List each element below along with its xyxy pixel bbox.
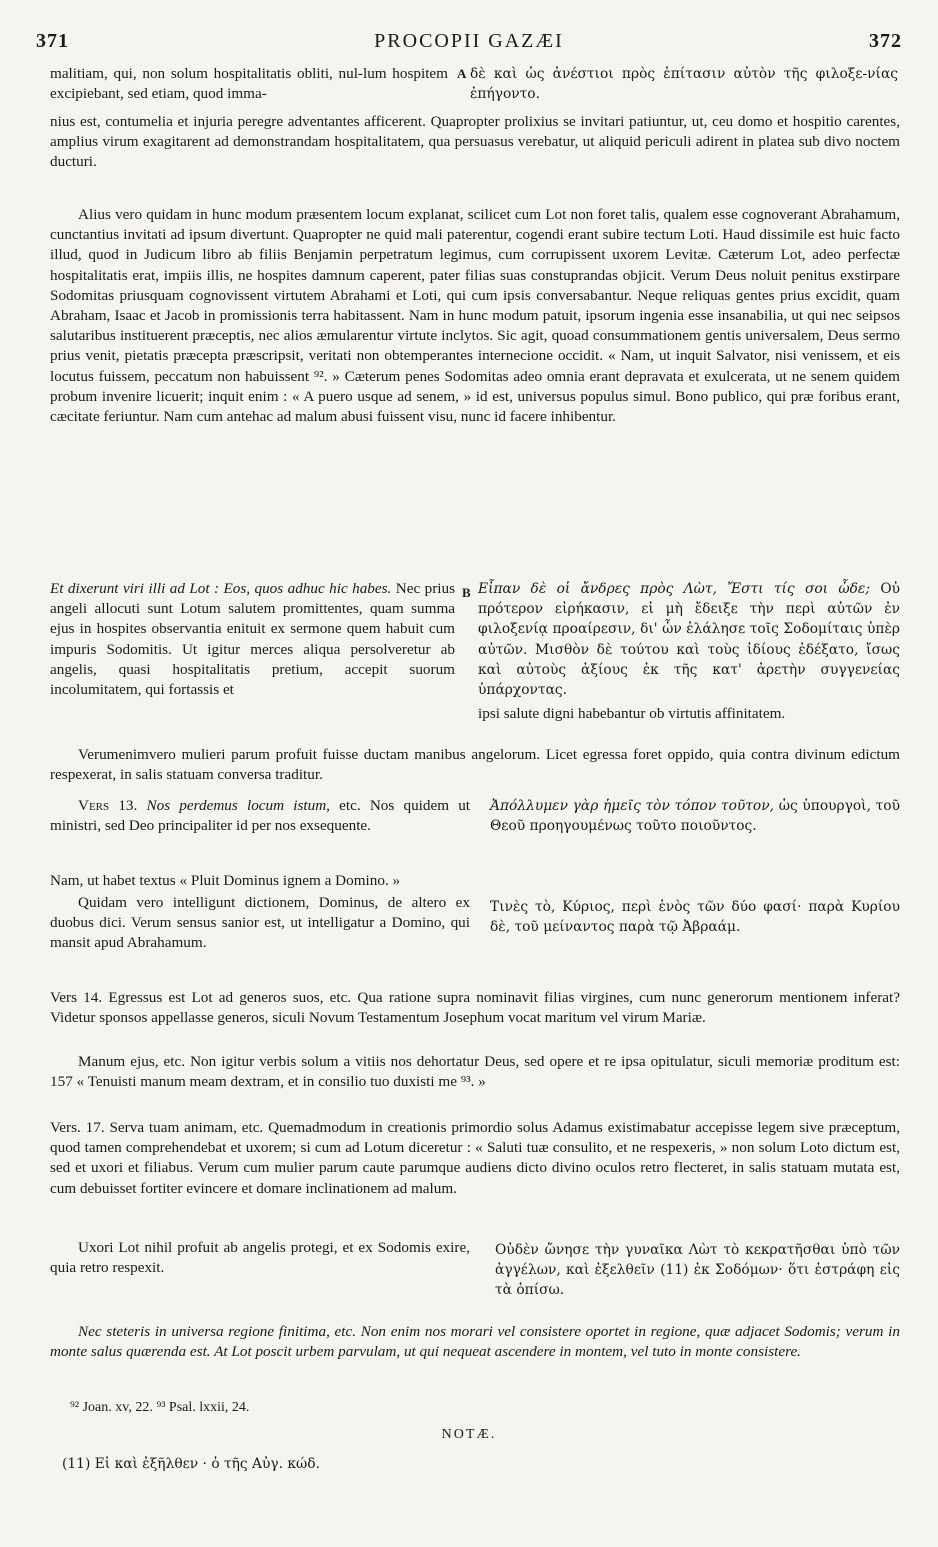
column-marker-a: A (457, 66, 467, 81)
dominus-right-greek: Τινὲς τὸ, Κύριος, περὶ ἑνὸς τῶν δύο φασί· παρὰ Κυρίου δὲ, τοῦ μείναντος παρὰ τῷ Ἀβραάμ. (490, 899, 900, 936)
vers13-text: etc. Nos quidem ut ministri, sed Deo principaliter id per nos exsequente. (50, 797, 471, 835)
page-number-right: 372 (869, 30, 902, 52)
top-left-latin: malitiam, qui, non solum hospitalitatis obliti, nul-lum hospitem excipiebant, sed etiam, quod imma- (50, 65, 448, 103)
vers13-greek-lemma: Ἀπόλλυμεν γὰρ ἡμεῖς τὸν τόπον τοῦτον, (490, 798, 774, 814)
section-left-latin (50, 579, 455, 700)
paragraph-verumenimvero: Verumenimvero mulieri parum profuit fuisse ductam manibus angelorum. Licet egressa foret oppido, quia contra divinum edictum respexerat, in salis statuam conversa traditur. (50, 746, 900, 784)
section-right-greek (478, 579, 900, 700)
column-marker-b: B (462, 585, 471, 600)
vers13-lemma: Nos perdemus locum istum, (146, 797, 330, 814)
vers17-paragraph: Vers. 17. Serva tuam animam, etc. Quemadmodum in creationis primordio solus Adamus existimabatur accepisse legem sive præceptum, quod tamen comprehendebat et uxorem; si cum ad Lotum diceretur : « Saluti tuæ consulito, et ne respexeris, » non solum Loto dictum est, sed et uxori et filiabus. Verum cum mulier parum caute parumque audiens dicto divino oculos retro flecteret, in salis statuam mutata est, cum debuisset fortiter evincere et domare inclinationem ad malum. (50, 1119, 900, 1197)
notes-heading: NOTÆ. (441, 1427, 497, 1442)
top-right-greek: δὲ καὶ ὡς ἀνέστιοι πρὸς ἐπίτασιν αὐτὸν τῆς φιλοξε-νίας ἐπήγοντο. (470, 66, 898, 103)
uxori-left: Uxori Lot nihil profuit ab angelis protegi, et ex Sodomis exire, quia retro respexit. (50, 1239, 470, 1277)
footnotes: ⁹² Joan. xv, 22. ⁹³ Psal. lxxii, 24. (70, 1400, 250, 1415)
note-11: (11) Εἰ καὶ ἐξῆλθεν · ὁ τῆς Αὐγ. κώδ. (62, 1456, 320, 1472)
page-header (36, 30, 902, 56)
section-right-latin: ipsi salute digni habebantur ob virtutis affinitatem. (478, 705, 786, 722)
paragraph-continuation: nius est, contumelia et injuria peregre adventantes afficerent. Quapropter prolixius se invitari patiuntur, ut, ceu domo et hospitio carentes, amplius virum exagitarent ad demonstrandam hospitalitatem, qua persuasus verebatur, ut aliquid periculi adirent in platea sub divo noctem ducturi. (50, 113, 900, 171)
section-left-text: Nec prius angeli allocuti sunt Lotum salutem promittentes, quam summa ejus in hospites observantia enituit ex sermone quem habuit cum impuris Sodomitis. Ut igitur merces aliqua persolveretur ab angelis, quasi hospitalitatis pretium, accepit suorum incolumitatem, qui fortassis et (50, 580, 455, 699)
vers14-paragraph: Vers 14. Egressus est Lot ad generos suos, etc. Qua ratione supra nominavit filias virgines, cum nunc generorum mentionem inferat? Videtur sponsos appellasse generos, siculi Novum Testamentum Josephum vocat maritum vel virum Mariæ. (50, 989, 900, 1027)
greek-lemma: Εἶπαν δὲ οἱ ἄνδρες πρὸς Λὼτ, Ἔστι τίς σοι ὧδε; (478, 581, 870, 597)
nec-paragraph: Nec steteris in universa regione finitima, etc. Non enim nos morari vel consistere oportet in regione, quæ adjacet Sodomis; verum in monte salus quærenda est. At Lot poscit urbem parvulam, ut qui nequeat ascendere in montem, vel tuto in monte consistere. (50, 1323, 900, 1361)
vers13-greek-text: ὡς ὑπουργοὶ, τοῦ Θεοῦ προηγουμένως τοῦτο ποιοῦντος. (490, 798, 900, 835)
page-number-left: 371 (36, 30, 69, 52)
vers13-left (50, 796, 470, 836)
vers13-right-greek (490, 796, 900, 836)
manum-paragraph: Manum ejus, etc. Non igitur verbis solum a vitiis nos dehortatur Deus, sed opere et re ipsa opitulatur, siculi memoriæ proditum est: 157 « Tenuisti manum meam dextram, et in consilio tuo duxisti me ⁹³. » (50, 1053, 900, 1091)
dominus-left: Quidam vero intelligunt dictionem, Dominus, de altero ex duobus dici. Verum sensus sanior est, ut intelligatur a Domino, qui mansit apud Abrahamum. (50, 894, 470, 952)
greek-commentary: Οὐ πρότερον εἰρήκασιν, εἰ μὴ ἔδειξε τὴν περὶ αὐτῶν ἐν φιλοξενίᾳ προαίρεσιν, δι' ὧν ἐλάλησε τοῖς Σοδομίταις ὑπὲρ αὐτῶν. Μισθὸν δὲ τούτου καὶ τοὺς ἰδίους ἐδέξατο, ἴσως καὶ αὐτοὺς ἀξίους ἐκ τῆς κατ' ἀρετὴν συγγενείας ὑπάρχοντας. (478, 581, 901, 699)
verse-lemma: Et dixerunt viri illi ad Lot : Eos, quos adhuc hic habes. (50, 580, 392, 597)
uxori-right-greek: Οὐδὲν ὤνησε τὴν γυναῖκα Λὼτ τὸ κεκρατῆσθαι ὑπὸ τῶν ἀγγέλων, καὶ ἐξελθεῖν (11) ἐκ Σοδόμων· ὅτι ἐστράφη εἰς τὰ ὀπίσω. (495, 1242, 900, 1299)
running-title: PROCOPII GAZÆI (374, 30, 564, 52)
vers13-label: Vers 13. (78, 797, 138, 814)
paragraph-alius: Alius vero quidam in hunc modum præsentem locum explanat, scilicet cum Lot non foret talis, qualem esse cognoverant Abrahamum, cunctantius invitati ad ipsum divertunt. Quapropter ne quid mali paterentur, cogendi erant subire tectum Loti. Haud dissimile est huic facto illud, quod in Judicum libro ab filiis Benjamin perpetratum legimus, cum corrupissent uxorem Levitæ. Cæterum Lot, adeo perfectæ hospitalitatis erat, impiis illis, ne hospites damnum caperent, pater filias suas constuprandas objicit. Verum Deus noluit penitus exstirpare Sodomitas priusquam cognovissent virtutem Abrahami et Loti, qui cum ipsis conversabantur. Neque reliquas gentes prius excidit, quam Abraham, Isaac et Jacob in promissionis terra habitassent. Nam in hunc modum patuit, ipsorum ingenia esse insanabilia, ut qui nec seipsos salutaribus instituerent præceptis, nec alios æmularentur virtute inclytos. Sic agit, quoad consummationem gentis universalem, Deus sermo prius venit, pietatis præcepta præscripsit, veritati non obtemperantes internecione occidit. « Nam, ut inquit Salvator, nisi venissem, et eis locutus fuissem, peccatum non habuissent ⁹². » Cæterum penes Sodomitas adeo omnia erant depravata et exulcerata, ut ne senem quidem probum invenire licuerit; inquit enim : « A puero usque ad senem, » id est, universus populus simul. Bono publico, qui præ foribus erant, cæcitate feriuntur. Nam cum antehac ad malum abusi fuissent visu, nunc id facere inhibentur. (50, 206, 900, 426)
vers13-quote: Nam, ut habet textus « Pluit Dominus ignem a Domino. » (50, 872, 401, 889)
